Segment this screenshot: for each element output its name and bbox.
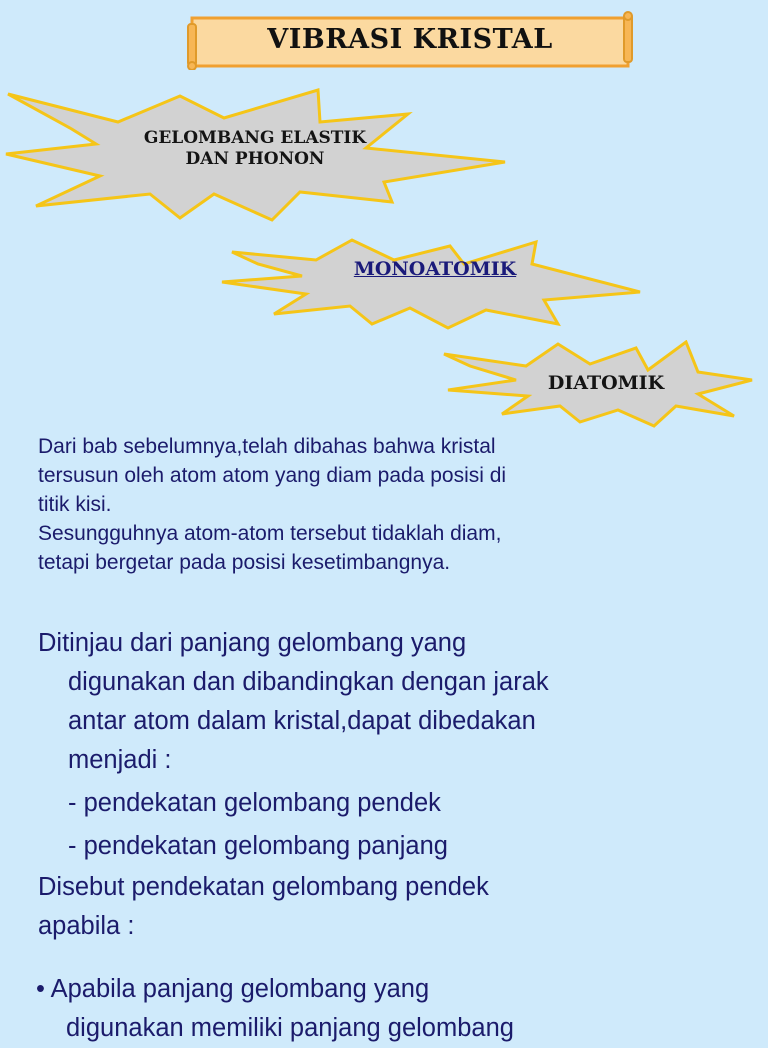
- text-line: tetapi bergetar pada posisi kesetimbangnya.: [38, 551, 451, 574]
- text-line: Sesungguhnya atom-atom tersebut tidaklah diam,: [38, 522, 502, 545]
- text-line: Dari bab sebelumnya,telah dibahas bahwa kristal: [38, 435, 496, 458]
- starburst-monoatomik: [218, 238, 644, 330]
- burst-label-line: GELOMBANG ELASTIK: [143, 128, 367, 148]
- text-line: titik kisi.: [38, 493, 112, 516]
- starburst-elastic-phonon: [0, 88, 510, 224]
- text-line: Ditinjau dari panjang gelombang yang: [38, 629, 467, 657]
- wavelength-paragraph: [38, 624, 738, 866]
- list-item: - pendekatan gelombang pendek: [68, 789, 441, 817]
- text-line: apabila :: [38, 912, 135, 940]
- text-line: tersusun oleh atom atom yang diam pada posisi di: [38, 464, 507, 487]
- burst-label-monoatomik: MONOATOMIK: [353, 258, 517, 280]
- text-line: menjadi :: [68, 746, 172, 774]
- burst-label-line: DAN PHONON: [185, 149, 325, 170]
- starburst-diatomik: [440, 340, 758, 428]
- short-wave-paragraph: [38, 868, 738, 946]
- bullet-text: • Apabila panjang gelombang yang: [36, 975, 430, 1003]
- text-line: Disebut pendekatan gelombang pendek: [38, 873, 489, 901]
- text-line: antar atom dalam kristal,dapat dibedakan: [68, 707, 536, 735]
- starburst-shape: [218, 238, 644, 330]
- bullet-item: [36, 970, 736, 1048]
- burst-label-elastic-phonon: [0, 128, 510, 171]
- intro-paragraph: [38, 432, 738, 577]
- list-item: - pendekatan gelombang panjang: [68, 832, 448, 860]
- bullet-continuation: digunakan memiliki panjang gelombang: [66, 1014, 514, 1042]
- title-banner: [184, 10, 636, 70]
- text-line: digunakan dan dibandingkan dengan jarak: [68, 668, 549, 696]
- page-title: VIBRASI KRISTAL: [267, 24, 553, 55]
- burst-label-diatomik: DIATOMIK: [547, 372, 665, 394]
